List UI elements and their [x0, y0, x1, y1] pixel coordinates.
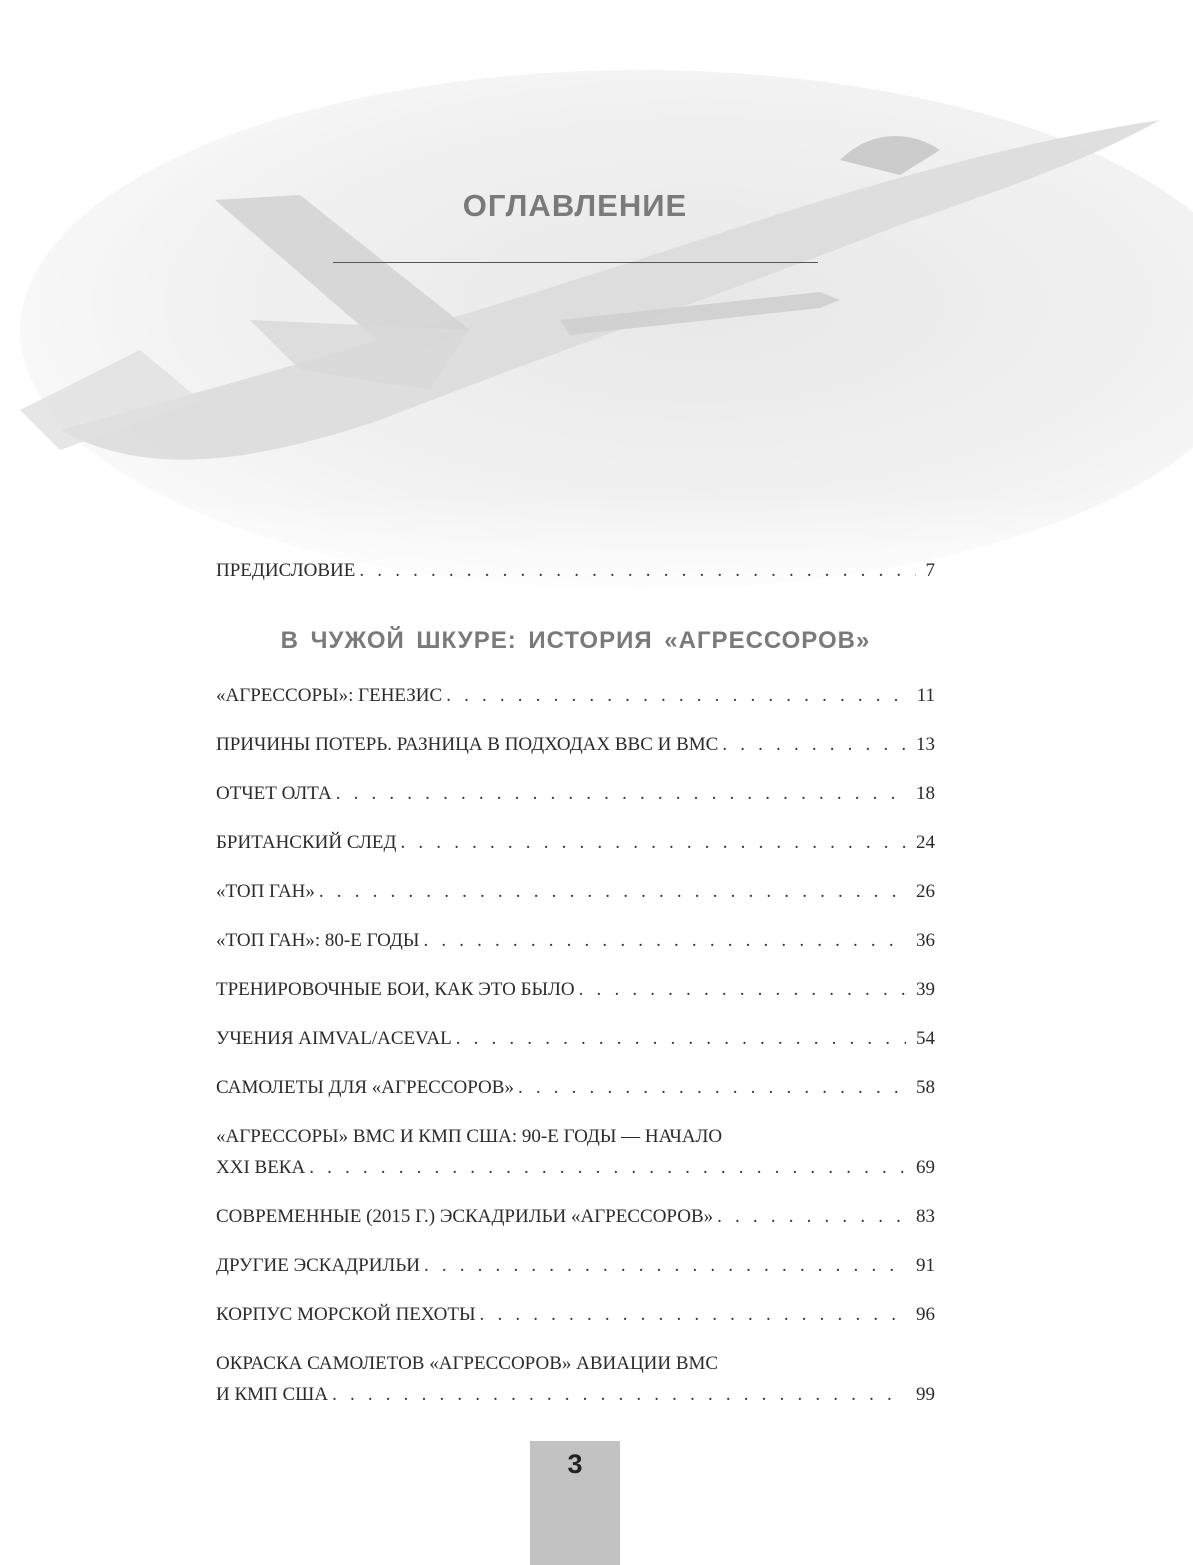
- toc-entry[interactable]: [216, 1251, 935, 1281]
- toc-entry-title: «АГРЕССОРЫ»: ГЕНЕЗИС: [216, 685, 443, 706]
- toc-leader-dots: [309, 1153, 906, 1183]
- toc-entry-title: «ТОП ГАН»: [216, 881, 315, 902]
- page-number: 3: [567, 1449, 583, 1479]
- toc-leader-dots: [579, 975, 906, 1005]
- toc-entry-title-line1[interactable]: «АГРЕССОРЫ» ВМС И КМП США: 90-Е ГОДЫ — НАЧАЛО: [216, 1126, 723, 1147]
- toc-entry-page: 26: [916, 881, 935, 902]
- toc-entry-page: 99: [916, 1384, 935, 1405]
- toc-leader-dots: [401, 828, 907, 858]
- toc-entry-title: БРИТАНСКИЙ СЛЕД: [216, 832, 397, 853]
- toc-entry[interactable]: [216, 681, 935, 711]
- toc-entry-page: 13: [916, 734, 935, 755]
- toc-entry[interactable]: [216, 926, 935, 956]
- page-number-tab: [530, 1441, 620, 1565]
- toc-entry-page: 39: [916, 979, 935, 1000]
- toc-entry-title: ТРЕНИРОВОЧНЫЕ БОИ, КАК ЭТО БЫЛО: [216, 979, 575, 1000]
- toc-entry-title: КОРПУС МОРСКОЙ ПЕХОТЫ: [216, 1304, 476, 1325]
- toc-entry[interactable]: [216, 828, 935, 858]
- toc-leader-dots: [336, 779, 906, 809]
- toc-leader-dots: [424, 1251, 906, 1281]
- toc-entry-page: 69: [916, 1157, 935, 1178]
- toc-entry-page: 11: [916, 685, 935, 706]
- toc-leader-dots: [717, 1202, 906, 1232]
- background-fighter-jet-image: [0, 0, 1193, 620]
- toc-entry-page: 96: [916, 1304, 935, 1325]
- toc-leader-dots: [518, 1073, 906, 1103]
- toc-leader-dots: [480, 1300, 906, 1330]
- toc-entry-title: УЧЕНИЯ AIMVAL/ACEVAL: [216, 1028, 452, 1049]
- toc-entry-page: 83: [916, 1206, 935, 1227]
- section-title: В ЧУЖОЙ ШКУРЕ: ИСТОРИЯ «АГРЕССОРОВ»: [280, 627, 871, 654]
- toc-entry[interactable]: [216, 1300, 935, 1330]
- toc-entry[interactable]: [216, 1024, 935, 1054]
- toc-entry-title: «ТОП ГАН»: 80-Е ГОДЫ: [216, 930, 420, 951]
- toc-entry[interactable]: [216, 1073, 935, 1103]
- toc-entry-title: СОВРЕМЕННЫЕ (2015 Г.) ЭСКАДРИЛЬИ «АГРЕССОРОВ»: [216, 1206, 714, 1227]
- toc-leader-dots: [456, 1024, 906, 1054]
- title-underline-divider: [333, 262, 818, 263]
- toc-entry-page: 24: [916, 832, 935, 853]
- toc-entry-page: 91: [916, 1255, 935, 1276]
- toc-leader-dots: [319, 877, 906, 907]
- toc-entry[interactable]: [216, 1380, 935, 1410]
- toc-entry-page: 36: [916, 930, 935, 951]
- toc-title: ОГЛАВЛЕНИЕ: [462, 188, 688, 223]
- toc-entry-page: 54: [916, 1028, 935, 1049]
- toc-entry-preface[interactable]: [216, 556, 935, 586]
- toc-leader-dots: [332, 1380, 906, 1410]
- toc-entry[interactable]: [216, 1153, 935, 1183]
- toc-entry-page: 18: [916, 783, 935, 804]
- toc-entry-title: ДРУГИЕ ЭСКАДРИЛЬИ: [216, 1255, 420, 1276]
- toc-leader-dots: [359, 556, 915, 586]
- toc-entry-title-line1[interactable]: ОКРАСКА САМОЛЕТОВ «АГРЕССОРОВ» АВИАЦИИ ВМС: [216, 1353, 719, 1374]
- toc-entry-title: ПРИЧИНЫ ПОТЕРЬ. РАЗНИЦА В ПОДХОДАХ ВВС И ВМС: [216, 734, 719, 755]
- toc-entry[interactable]: [216, 730, 935, 760]
- toc-entry[interactable]: [216, 975, 935, 1005]
- toc-entry-title: ПРЕДИСЛОВИЕ: [216, 560, 356, 581]
- toc-entry-page: 58: [916, 1077, 935, 1098]
- toc-entry-title: САМОЛЕТЫ ДЛЯ «АГРЕССОРОВ»: [216, 1077, 514, 1098]
- toc-entry-title: ОТЧЕТ ОЛТА: [216, 783, 332, 804]
- toc-entry-title-line2: И КМП США: [216, 1384, 329, 1405]
- toc-leader-dots: [722, 730, 906, 760]
- toc-leader-dots: [446, 681, 907, 711]
- toc-entry[interactable]: [216, 1202, 935, 1232]
- toc-entry-title-line2: XXI ВЕКА: [216, 1157, 306, 1178]
- toc-entry[interactable]: [216, 877, 935, 907]
- toc-leader-dots: [423, 926, 906, 956]
- toc-entry[interactable]: [216, 779, 935, 809]
- toc-entry-page: 7: [925, 560, 935, 581]
